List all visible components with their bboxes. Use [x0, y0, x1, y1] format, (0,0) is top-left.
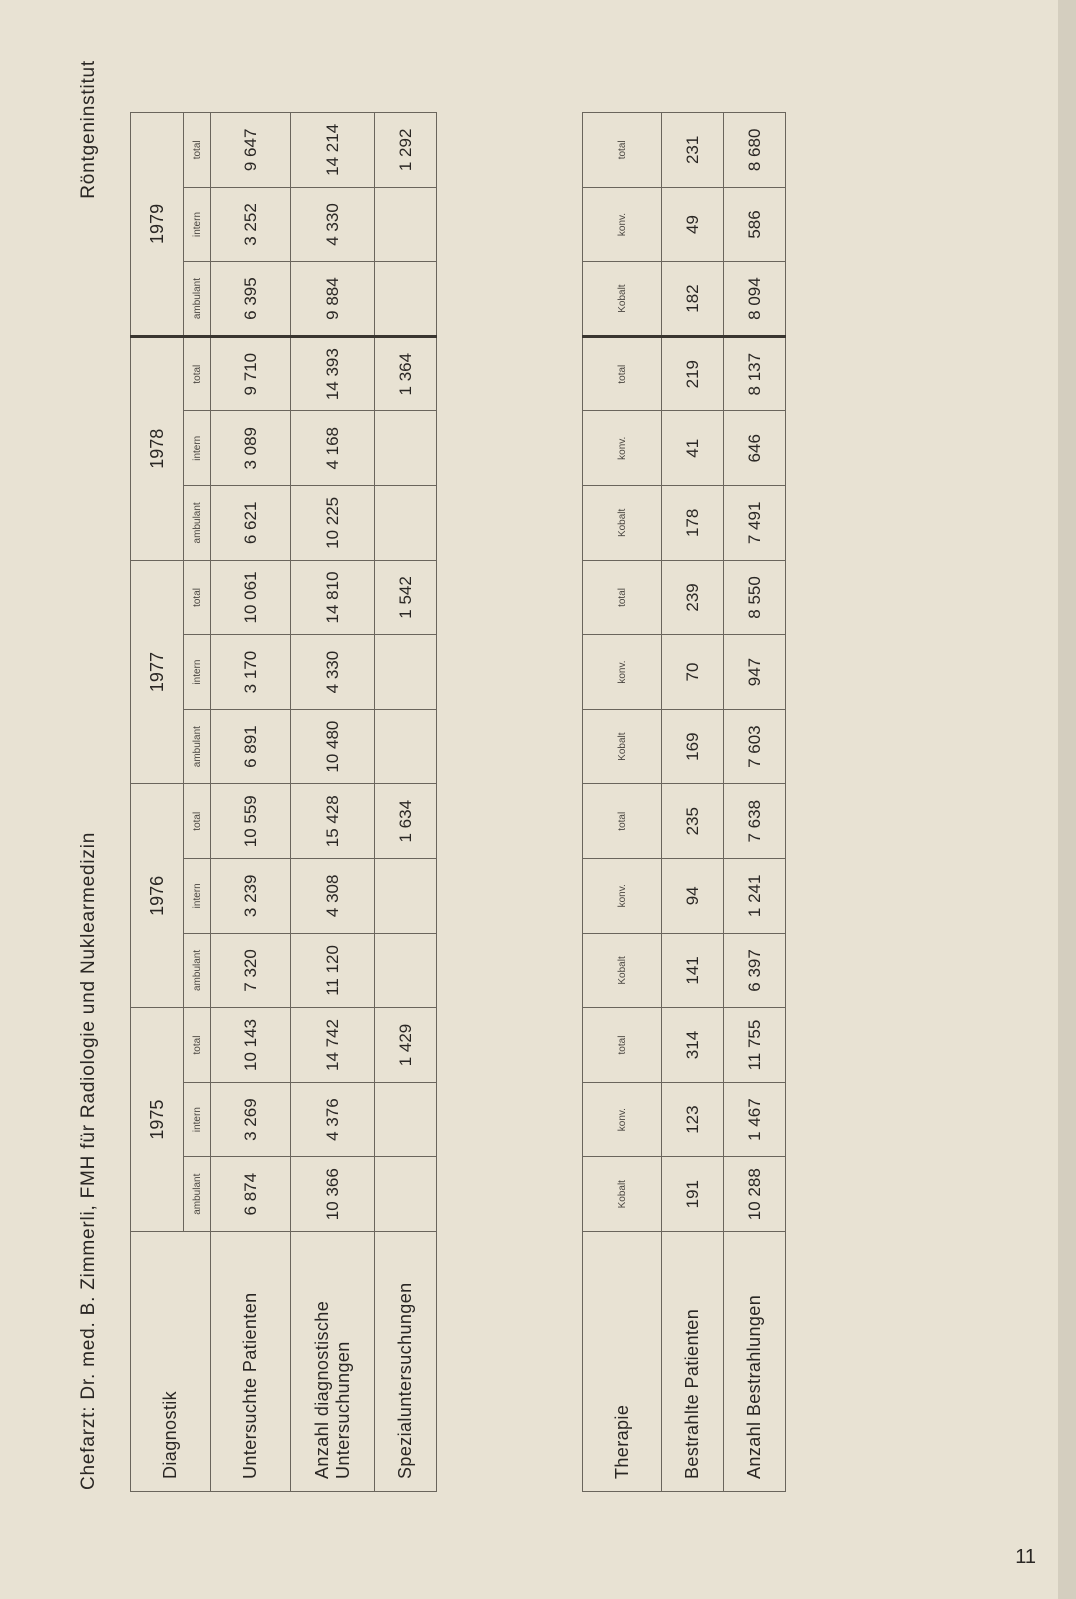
cell: 8 094 — [724, 262, 786, 337]
sub-header: ambulant — [184, 486, 211, 561]
cell: 10 366 — [291, 1157, 375, 1232]
sub-header: Kobalt — [583, 933, 662, 1008]
cell: 70 — [662, 635, 724, 710]
cell — [375, 1157, 437, 1232]
cell: 239 — [662, 560, 724, 635]
cell: 14 742 — [291, 1008, 375, 1083]
sub-header: ambulant — [184, 933, 211, 1008]
sub-header: intern — [184, 1082, 211, 1157]
cell: 646 — [724, 411, 786, 486]
therapie-table — [582, 112, 786, 1492]
cell: 10 061 — [211, 560, 291, 635]
cell: 3 239 — [211, 859, 291, 934]
chefarzt-heading: Chefarzt: Dr. med. B. Zimmerli, FMH für Radiologie und Nuklearmedizin — [78, 831, 99, 1490]
sub-header: ambulant — [184, 262, 211, 337]
cell: 3 269 — [211, 1082, 291, 1157]
cell: 9 647 — [211, 113, 291, 188]
cell: 3 170 — [211, 635, 291, 710]
year-header: 1975 — [131, 1008, 184, 1232]
cell: 8 680 — [724, 113, 786, 188]
sub-header: intern — [184, 859, 211, 934]
cell: 10 480 — [291, 709, 375, 784]
cell: 8 550 — [724, 560, 786, 635]
row-label: Bestrahlte Patienten — [662, 1232, 724, 1492]
sub-header: intern — [184, 411, 211, 486]
cell: 182 — [662, 262, 724, 337]
table-row — [211, 113, 291, 1492]
cell: 1 241 — [724, 859, 786, 934]
cell: 4 330 — [291, 187, 375, 262]
cell: 7 603 — [724, 709, 786, 784]
cell: 178 — [662, 486, 724, 561]
sub-header: total — [184, 1008, 211, 1083]
year-header: 1977 — [131, 560, 184, 784]
cell — [375, 1082, 437, 1157]
page-edge — [1058, 0, 1076, 1599]
cell: 3 252 — [211, 187, 291, 262]
cell: 8 137 — [724, 336, 786, 411]
cell: 7 638 — [724, 784, 786, 859]
cell: 6 891 — [211, 709, 291, 784]
sub-header: Kobalt — [583, 1157, 662, 1232]
cell: 314 — [662, 1008, 724, 1083]
sub-header: ambulant — [184, 1157, 211, 1232]
cell: 7 491 — [724, 486, 786, 561]
sub-header: total — [583, 113, 662, 188]
cell — [375, 411, 437, 486]
cell: 11 755 — [724, 1008, 786, 1083]
sub-header: Kobalt — [583, 709, 662, 784]
cell: 41 — [662, 411, 724, 486]
cell: 1 634 — [375, 784, 437, 859]
cell: 1 467 — [724, 1082, 786, 1157]
row-label: Spezialuntersuchungen — [375, 1232, 437, 1492]
cell — [375, 262, 437, 337]
cell: 6 874 — [211, 1157, 291, 1232]
sub-header: total — [184, 560, 211, 635]
cell: 231 — [662, 113, 724, 188]
sub-header: total — [184, 336, 211, 411]
cell: 6 397 — [724, 933, 786, 1008]
diagnostik-table — [130, 112, 437, 1492]
cell: 586 — [724, 187, 786, 262]
cell: 947 — [724, 635, 786, 710]
cell — [375, 486, 437, 561]
cell: 4 308 — [291, 859, 375, 934]
diagnostik-title: Diagnostik — [131, 1232, 211, 1492]
sub-header: total — [583, 560, 662, 635]
sub-header: intern — [184, 635, 211, 710]
cell: 10 288 — [724, 1157, 786, 1232]
sub-header: konv. — [583, 859, 662, 934]
cell: 4 330 — [291, 635, 375, 710]
sub-header: Kobalt — [583, 486, 662, 561]
table-row — [662, 113, 724, 1492]
sub-header: konv. — [583, 1082, 662, 1157]
sub-header: total — [583, 1008, 662, 1083]
cell: 3 089 — [211, 411, 291, 486]
cell: 94 — [662, 859, 724, 934]
cell: 7 320 — [211, 933, 291, 1008]
cell: 123 — [662, 1082, 724, 1157]
sub-header: total — [184, 113, 211, 188]
cell: 15 428 — [291, 784, 375, 859]
cell — [375, 635, 437, 710]
year-header: 1979 — [131, 113, 184, 337]
cell: 10 559 — [211, 784, 291, 859]
row-label: Anzahl Bestrahlungen — [724, 1232, 786, 1492]
cell — [375, 859, 437, 934]
cell: 219 — [662, 336, 724, 411]
cell: 169 — [662, 709, 724, 784]
cell: 1 429 — [375, 1008, 437, 1083]
cell: 1 292 — [375, 113, 437, 188]
year-header: 1978 — [131, 336, 184, 560]
sub-header: total — [583, 784, 662, 859]
cell: 11 120 — [291, 933, 375, 1008]
cell: 14 810 — [291, 560, 375, 635]
cell: 235 — [662, 784, 724, 859]
cell — [375, 709, 437, 784]
sub-header: intern — [184, 187, 211, 262]
sub-header: ambulant — [184, 709, 211, 784]
cell: 14 393 — [291, 336, 375, 411]
cell: 4 168 — [291, 411, 375, 486]
sub-header: konv. — [583, 411, 662, 486]
sub-header: konv. — [583, 635, 662, 710]
cell: 9 884 — [291, 262, 375, 337]
cell: 9 710 — [211, 336, 291, 411]
cell: 4 376 — [291, 1082, 375, 1157]
table-row — [375, 113, 437, 1492]
cell: 1 542 — [375, 560, 437, 635]
cell: 191 — [662, 1157, 724, 1232]
sub-header: total — [583, 336, 662, 411]
sub-header: Kobalt — [583, 262, 662, 337]
table-row — [291, 113, 375, 1492]
sub-header: konv. — [583, 187, 662, 262]
cell: 49 — [662, 187, 724, 262]
rotated-page — [0, 60, 764, 1540]
cell: 6 621 — [211, 486, 291, 561]
cell: 10 225 — [291, 486, 375, 561]
sub-header: total — [184, 784, 211, 859]
year-header: 1976 — [131, 784, 184, 1008]
cell: 1 364 — [375, 336, 437, 411]
table-row — [724, 113, 786, 1492]
institut-heading: Röntgeninstitut — [78, 60, 99, 199]
therapie-title: Therapie — [583, 1232, 662, 1492]
cell: 14 214 — [291, 113, 375, 188]
cell — [375, 933, 437, 1008]
cell — [375, 187, 437, 262]
cell: 141 — [662, 933, 724, 1008]
row-label: Untersuchte Patienten — [211, 1232, 291, 1492]
cell: 6 395 — [211, 262, 291, 337]
row-label: Anzahl diagnostische Untersuchungen — [291, 1232, 375, 1492]
cell: 10 143 — [211, 1008, 291, 1083]
page-number: 11 — [1015, 1546, 1036, 1568]
